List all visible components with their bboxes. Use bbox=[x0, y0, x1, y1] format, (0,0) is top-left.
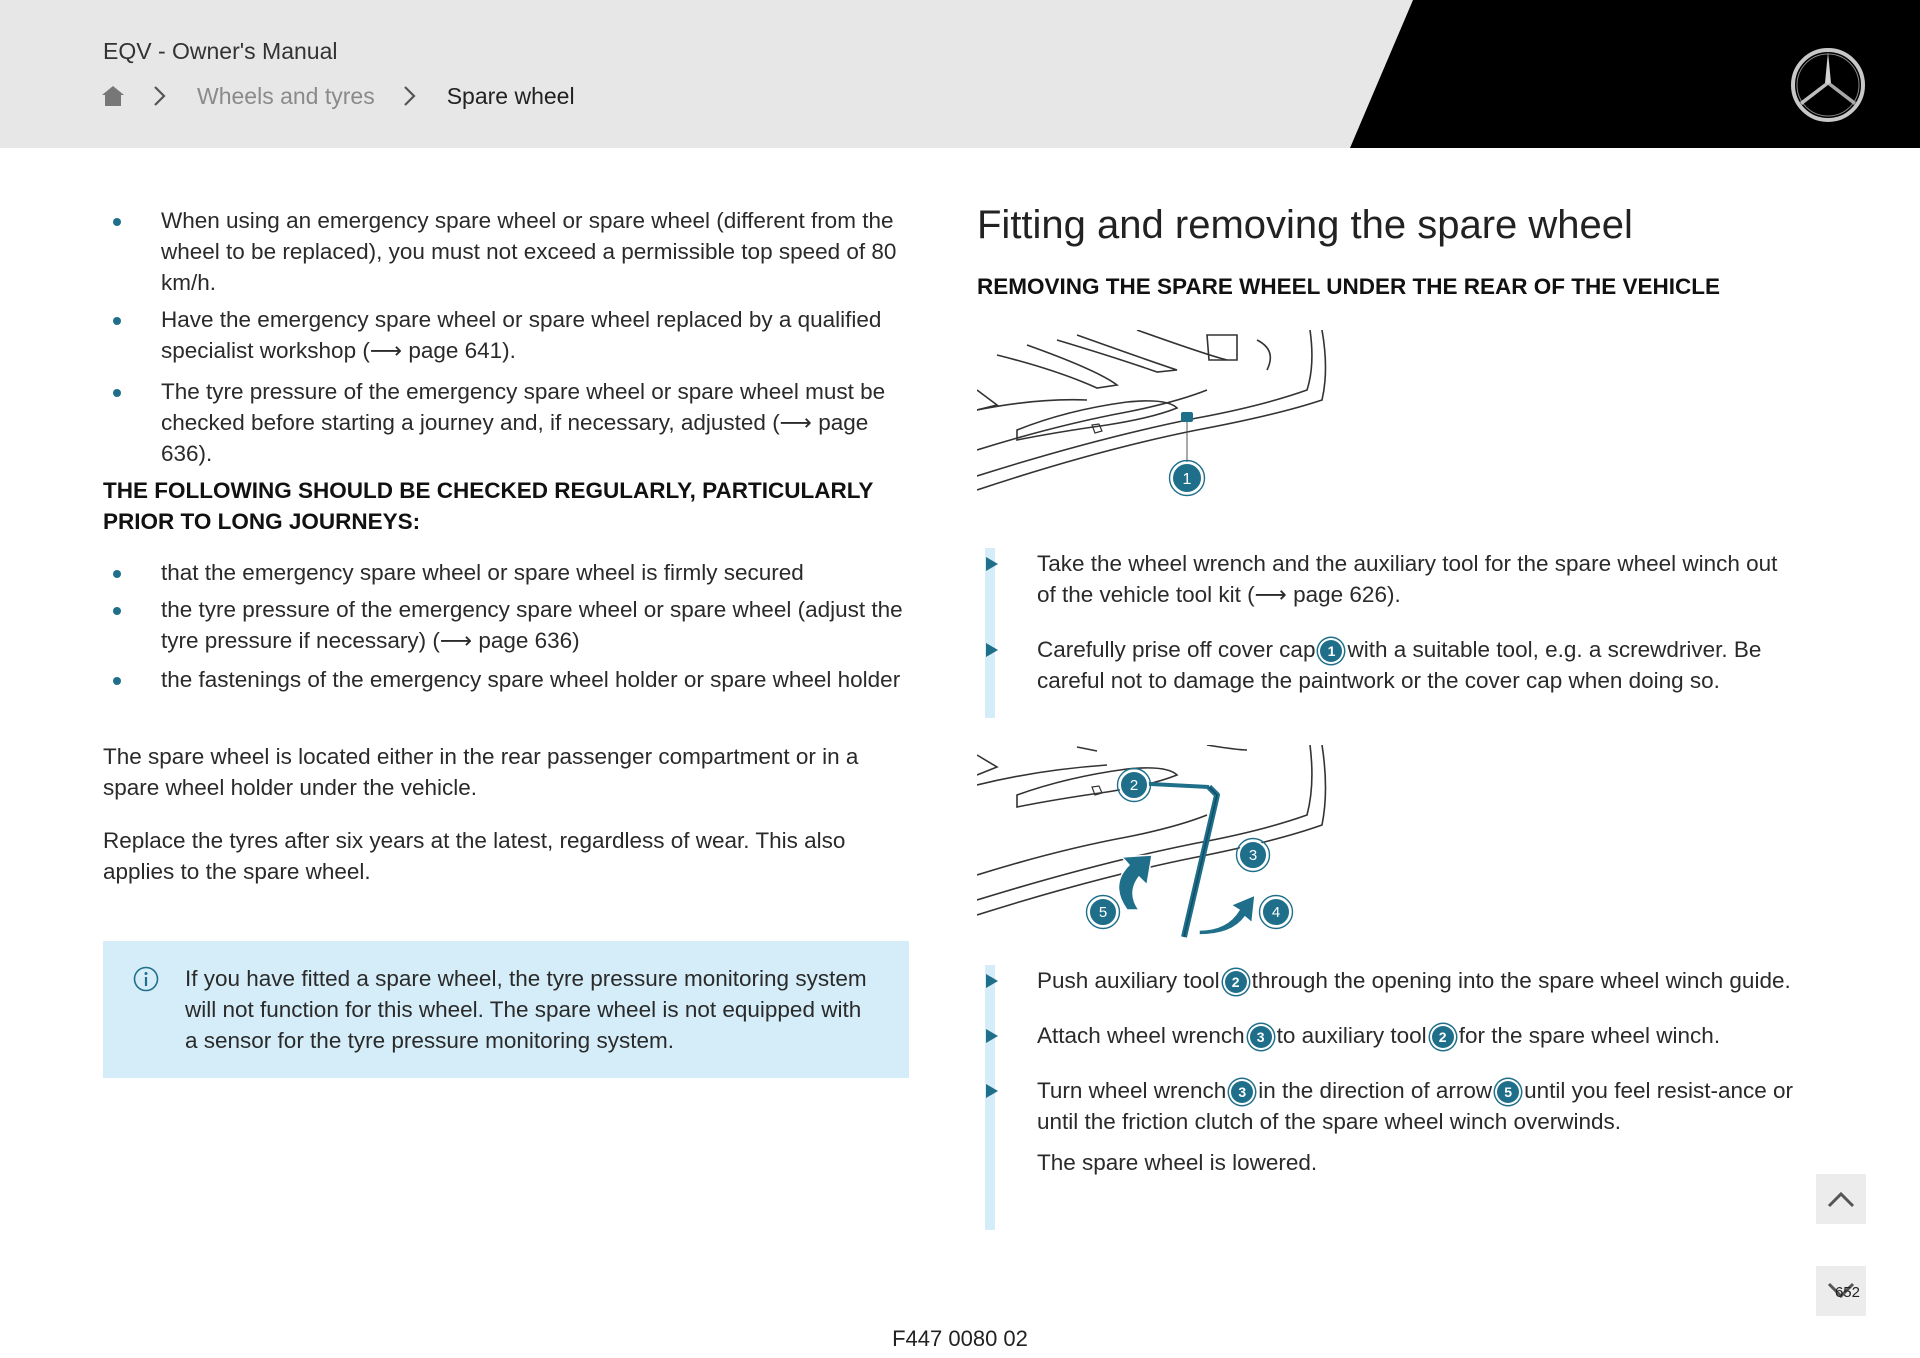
step-arrow-icon bbox=[986, 643, 998, 657]
breadcrumb-spare-wheel: Spare wheel bbox=[446, 82, 575, 109]
step-item bbox=[977, 634, 1797, 696]
home-icon[interactable] bbox=[101, 84, 125, 108]
callout-badge: 3 bbox=[1231, 1081, 1253, 1103]
step-arrow-icon bbox=[986, 557, 998, 571]
section-subheading: REMOVING THE SPARE WHEEL UNDER THE REAR OF THE VEHICLE bbox=[977, 274, 1720, 299]
step-result: The spare wheel is lowered. bbox=[1037, 1150, 1318, 1175]
step-text: through the opening into the spare wheel winch guide. bbox=[1251, 968, 1791, 993]
step-text: Push auxiliary tool bbox=[1037, 968, 1220, 993]
list-item: that the emergency spare wheel or spare wheel is firmly secured bbox=[103, 557, 909, 588]
step-text: until you feel resist-ance or until the friction clutch of the spare wheel winch overwinds. bbox=[1037, 1078, 1794, 1134]
info-icon bbox=[133, 966, 159, 992]
step-item bbox=[977, 1020, 1797, 1051]
step-text: to auxiliary tool bbox=[1276, 1023, 1427, 1048]
mercedes-star-logo bbox=[1789, 46, 1867, 124]
left-column bbox=[103, 205, 909, 909]
figure-code: F447 0080 02 bbox=[892, 1326, 1028, 1351]
callout-label: 4 bbox=[1271, 904, 1281, 921]
scroll-up-button[interactable] bbox=[1816, 1174, 1866, 1224]
bullet-list-usage bbox=[103, 205, 909, 469]
section-subheading: THE FOLLOWING SHOULD BE CHECKED REGULARLY, PARTICULARLY PRIOR TO LONG JOURNEYS: bbox=[103, 478, 874, 534]
bullet-list-checks bbox=[103, 557, 909, 695]
steps-group-1 bbox=[977, 548, 1797, 720]
list-item: the fastenings of the emergency spare wheel holder or spare wheel holder bbox=[103, 664, 909, 695]
page-number: 652 bbox=[1834, 1284, 1860, 1301]
illustration-winch-tools bbox=[977, 745, 1327, 940]
callout-badge: 2 bbox=[1432, 1026, 1454, 1048]
list-item: The tyre pressure of the emergency spare wheel or spare wheel must be checked before starting a journey and, if necessary, adjusted (⟶ page 636). bbox=[103, 376, 909, 469]
info-box bbox=[103, 941, 909, 1078]
step-item bbox=[977, 548, 1797, 610]
list-item: the tyre pressure of the emergency spare wheel or spare wheel (adjust the tyre pressure if necessary) (⟶ page 636) bbox=[103, 594, 909, 656]
list-item: Have the emergency spare wheel or spare wheel replaced by a qualified specialist workshop (⟶ page 641). bbox=[103, 304, 909, 366]
step-text: Attach wheel wrench bbox=[1037, 1023, 1245, 1048]
step-arrow-icon bbox=[986, 974, 998, 988]
section-title: Fitting and removing the spare wheel bbox=[977, 203, 1633, 247]
breadcrumb bbox=[101, 80, 575, 112]
page-header bbox=[0, 0, 1920, 148]
step-text: Take the wheel wrench and the auxiliary tool for the spare wheel winch out of the vehicle tool kit (⟶ page 626). bbox=[1037, 551, 1778, 607]
step-arrow-icon bbox=[986, 1029, 998, 1043]
step-arrow-icon bbox=[986, 1084, 998, 1098]
callout-badge: 5 bbox=[1497, 1081, 1519, 1103]
list-item: When using an emergency spare wheel or spare wheel (different from the wheel to be replaced), you must not exceed a permissible top speed of 80 km/h. bbox=[103, 205, 909, 298]
step-item bbox=[977, 1075, 1797, 1137]
callout-badge: 2 bbox=[1225, 971, 1247, 993]
steps-group-2 bbox=[977, 965, 1797, 1202]
callout-label: 3 bbox=[1248, 847, 1258, 864]
paragraph-location: The spare wheel is located either in the rear passenger compartment or in a spare wheel holder under the vehicle. bbox=[103, 744, 859, 800]
step-text: Turn wheel wrench bbox=[1037, 1078, 1227, 1103]
breadcrumb-wheels-and-tyres[interactable]: Wheels and tyres bbox=[197, 82, 375, 109]
step-text: Carefully prise off cover cap bbox=[1037, 637, 1316, 662]
manual-title: EQV - Owner's Manual bbox=[103, 38, 338, 64]
chevron-up-icon bbox=[1826, 1189, 1856, 1209]
chevron-right-icon bbox=[151, 84, 169, 108]
info-text: If you have fitted a spare wheel, the tyre pressure monitoring system will not function for this wheel. The spare wheel is not equipped with a sensor for the tyre pressure monitoring system. bbox=[185, 966, 867, 1053]
illustration-cover-cap bbox=[977, 330, 1327, 505]
callout-label: 1 bbox=[1182, 471, 1192, 488]
callout-label: 5 bbox=[1098, 904, 1108, 921]
callout-badge: 3 bbox=[1250, 1026, 1272, 1048]
step-text: with a suitable tool, e.g. a screwdriver. Be careful not to damage the paintwork or the cover cap when doing so. bbox=[1037, 637, 1762, 693]
paragraph-replace: Replace the tyres after six years at the latest, regardless of wear. This also applies to the spare wheel. bbox=[103, 828, 846, 884]
callout-label: 2 bbox=[1129, 777, 1139, 794]
step-text: for the spare wheel winch. bbox=[1458, 1023, 1721, 1048]
step-text: in the direction of arrow bbox=[1258, 1078, 1493, 1103]
callout-badge: 1 bbox=[1320, 640, 1342, 662]
step-item bbox=[977, 965, 1797, 996]
chevron-right-icon bbox=[401, 84, 419, 108]
